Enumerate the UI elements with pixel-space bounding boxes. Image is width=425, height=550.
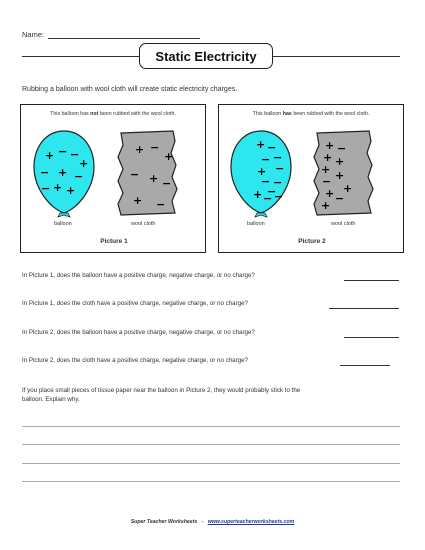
plus-sign: + bbox=[253, 188, 263, 201]
minus-sign: − bbox=[337, 142, 347, 155]
picture-1-label: Picture 1 bbox=[100, 238, 128, 245]
plus-sign: + bbox=[79, 157, 89, 170]
picture-1-illustration bbox=[21, 105, 207, 254]
balloon-1 bbox=[34, 131, 94, 217]
picture-2-caption: This balloon has been rubbed with the wool cloth. bbox=[252, 111, 370, 117]
caption-keyword: has bbox=[282, 111, 292, 117]
title-rule-left bbox=[22, 56, 140, 57]
minus-sign: − bbox=[267, 185, 277, 198]
wool-cloth-1-body bbox=[118, 131, 177, 215]
plus-sign: + bbox=[321, 163, 331, 176]
plus-sign: + bbox=[53, 181, 63, 194]
question-2: In Picture 1, does the cloth have a positive charge, negative charge, or no charge? bbox=[22, 300, 248, 307]
minus-sign: − bbox=[273, 151, 283, 164]
balloon-2 bbox=[231, 131, 291, 217]
writing-line[interactable] bbox=[22, 444, 400, 445]
plus-sign: + bbox=[343, 182, 353, 195]
name-field[interactable] bbox=[48, 38, 200, 39]
writing-line[interactable] bbox=[22, 463, 400, 464]
answer-2-field[interactable] bbox=[329, 308, 399, 309]
plus-sign: + bbox=[257, 165, 267, 178]
question-4: In Picture 2, does the cloth have a positive charge, negative charge, or no charge? bbox=[22, 357, 248, 364]
footer-separator: - bbox=[201, 519, 204, 525]
question-1: In Picture 1, does the balloon have a positive charge, negative charge, or no charge? bbox=[22, 272, 255, 279]
minus-sign: − bbox=[156, 198, 166, 211]
picture-1-balloon-label: balloon bbox=[54, 221, 72, 227]
wool-cloth-1 bbox=[118, 131, 177, 215]
writing-line[interactable] bbox=[22, 426, 400, 427]
open-question-line-2: balloon. Explain why. bbox=[22, 396, 80, 403]
plus-sign: + bbox=[135, 143, 145, 156]
minus-sign: − bbox=[261, 153, 271, 166]
plus-sign: + bbox=[335, 169, 345, 182]
footer-brand: Super Teacher Worksheets bbox=[130, 519, 198, 525]
plus-sign: + bbox=[323, 151, 333, 164]
minus-sign: − bbox=[130, 168, 140, 181]
picture-1-cloth-label: wool cloth bbox=[131, 221, 156, 227]
plus-sign: + bbox=[321, 199, 331, 212]
minus-sign: − bbox=[58, 145, 68, 158]
plus-sign: + bbox=[66, 184, 76, 197]
footer bbox=[0, 519, 425, 525]
picture-2-balloon-label: balloon bbox=[247, 221, 265, 227]
name-label: Name: bbox=[22, 30, 45, 39]
plus-sign: + bbox=[133, 194, 143, 207]
minus-sign: − bbox=[70, 148, 80, 161]
picture-2-label: Picture 2 bbox=[298, 238, 326, 245]
caption-keyword: not bbox=[90, 111, 99, 117]
minus-sign: − bbox=[275, 162, 285, 175]
intro-text: Rubbing a balloon with wool cloth will create static electricity charges. bbox=[22, 86, 238, 93]
page-title: Static Electricity bbox=[139, 43, 273, 69]
picture-2-panel bbox=[218, 104, 404, 253]
plus-sign: + bbox=[325, 139, 335, 152]
balloon-1-knot bbox=[58, 213, 70, 217]
minus-sign: − bbox=[335, 192, 345, 205]
plus-sign: + bbox=[58, 166, 68, 179]
plus-sign: + bbox=[256, 138, 266, 151]
title-rule-right bbox=[272, 56, 400, 57]
plus-sign: + bbox=[45, 149, 55, 162]
footer-link[interactable]: www.superteacherworksheets.com bbox=[207, 519, 295, 525]
minus-sign: − bbox=[263, 192, 273, 205]
minus-sign: − bbox=[267, 141, 277, 154]
plus-sign: + bbox=[149, 172, 159, 185]
plus-sign: + bbox=[325, 187, 335, 200]
minus-sign: − bbox=[40, 166, 50, 179]
question-3: In Picture 2, does the balloon have a positive charge, negative charge, or no charge? bbox=[22, 329, 255, 336]
picture-1-caption: This balloon has not been rubbed with the wool cloth. bbox=[50, 111, 176, 117]
plus-sign: + bbox=[164, 150, 174, 163]
balloon-2-knot bbox=[255, 213, 267, 217]
minus-sign: − bbox=[261, 175, 271, 188]
plus-sign: + bbox=[335, 155, 345, 168]
minus-sign: − bbox=[41, 182, 51, 195]
minus-sign: − bbox=[162, 177, 172, 190]
answer-4-field[interactable] bbox=[340, 365, 390, 366]
minus-sign: − bbox=[274, 190, 284, 203]
wool-cloth-2 bbox=[314, 131, 373, 215]
minus-sign: − bbox=[273, 176, 283, 189]
minus-sign: − bbox=[150, 141, 160, 154]
answer-3-field[interactable] bbox=[344, 337, 399, 338]
picture-2-cloth-label: wool cloth bbox=[331, 221, 356, 227]
picture-1-panel bbox=[20, 104, 206, 253]
minus-sign: − bbox=[74, 170, 84, 183]
picture-2-illustration bbox=[219, 105, 405, 254]
writing-line[interactable] bbox=[22, 481, 400, 482]
answer-1-field[interactable] bbox=[344, 280, 399, 281]
minus-sign: − bbox=[322, 175, 332, 188]
open-question-line-1: If you place small pieces of tissue paper near the balloon in Picture 2, they would probably stick to the bbox=[22, 387, 301, 394]
